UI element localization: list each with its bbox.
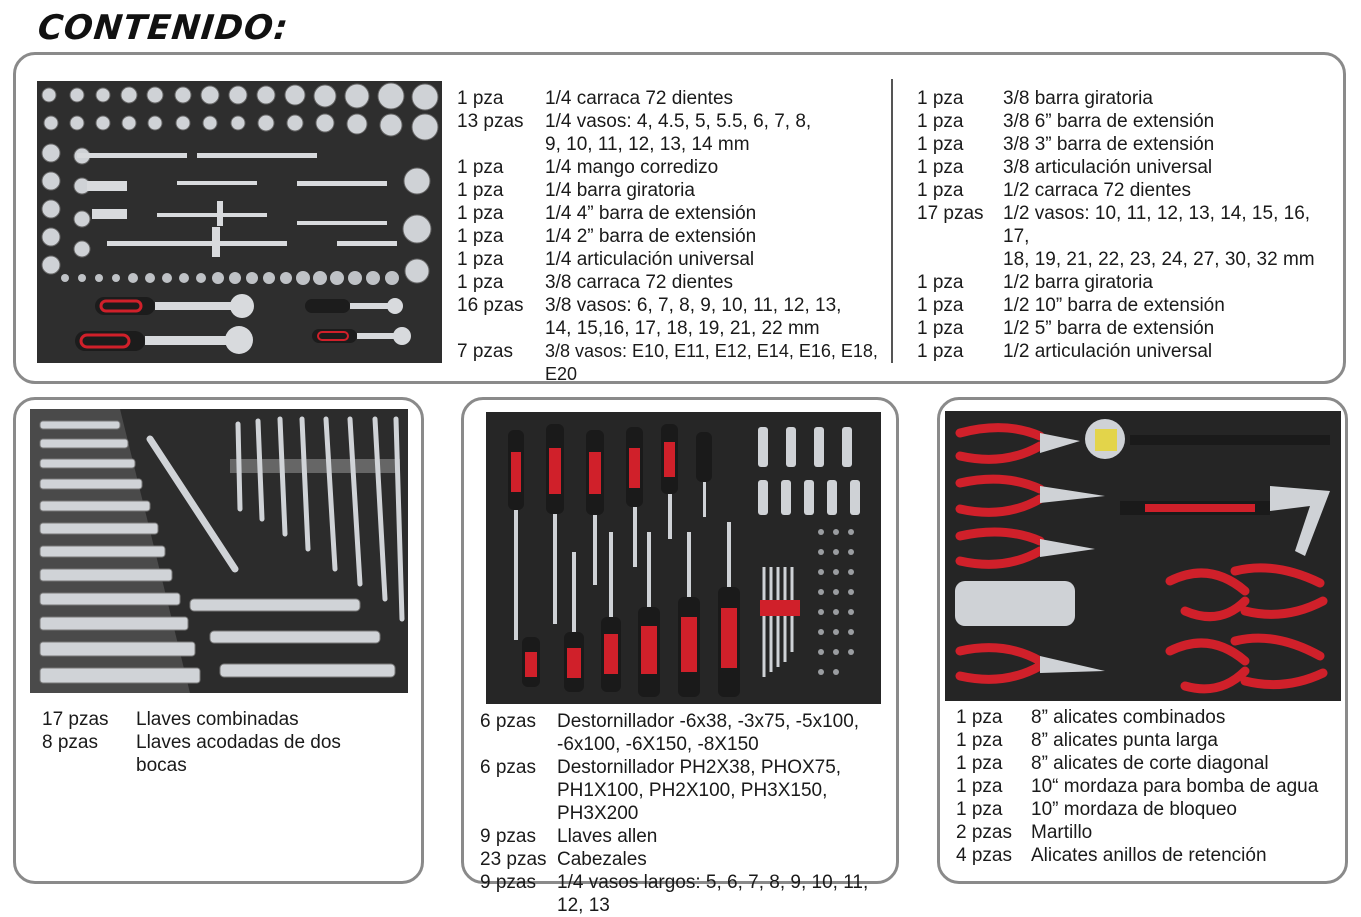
list-item [480,756,890,825]
list-item [42,708,412,731]
wrench-list [42,708,412,777]
item-desc: 3/8 carraca 72 dientes [545,272,734,293]
item-qty: 2 pzas [956,822,1012,843]
list-item [457,87,887,110]
item-qty: 1 pza [917,295,964,316]
screwdriver-tray-photo [486,412,881,704]
item-qty: 1 pza [956,753,1003,774]
list-item [457,179,887,202]
list-item [917,133,1337,156]
item-desc: 1/2 vasos: 10, 11, 12, 13, 14, 15, 16, 17, 18, 19, 21, 22, 23, 24, 27, 30, 32 mm [1003,203,1315,270]
item-desc: 1/4 4” barra de extensión [545,203,757,224]
list-item [480,710,890,756]
item-qty: 8 pzas [42,732,98,753]
socket-tray-photo [37,81,442,363]
list-item [457,202,887,225]
item-qty: 9 pzas [480,872,536,893]
item-qty: 1 pza [457,272,504,293]
list-item [457,156,887,179]
list-item [917,202,1337,271]
item-desc: 8” alicates punta larga [1031,730,1218,751]
item-desc: 3/8 barra giratoria [1003,88,1153,109]
item-desc: 10“ mordaza para bomba de agua [1031,776,1319,797]
item-desc: 1/2 10” barra de extensión [1003,295,1225,316]
item-qty: 1 pza [457,226,504,247]
list-item [956,844,1346,867]
screwdriver-list [480,710,890,917]
list-item [956,706,1346,729]
item-qty: 4 pzas [956,845,1012,866]
item-desc: 3/8 vasos: E10, E11, E12, E14, E16, E18, E20 [545,341,878,384]
page-title: CONTENIDO: [35,8,291,48]
item-qty: 1 pza [917,341,964,362]
list-item [917,179,1337,202]
item-qty: 17 pzas [42,709,109,730]
item-desc: 1/4 vasos largos: 5, 6, 7, 8, 9, 10, 11, 12, 13 [557,872,869,916]
list-item [917,110,1337,133]
item-qty: 1 pza [457,180,504,201]
item-desc: 1/2 carraca 72 dientes [1003,180,1192,201]
item-qty: 1 pza [917,134,964,155]
list-item [917,294,1337,317]
item-desc: 1/2 barra giratoria [1003,272,1153,293]
item-desc: 1/4 carraca 72 dientes [545,88,734,109]
item-desc: 3/8 vasos: 6, 7, 8, 9, 10, 11, 12, 13, 14, 15,16, 17, 18, 19, 21, 22 mm [545,295,842,339]
item-qty: 1 pza [917,157,964,178]
list-item [480,848,890,871]
item-desc: Destornillador -6x38, -3x75, -5x100, -6x100, -6X150, -8X150 [557,711,860,755]
list-item [956,798,1346,821]
item-qty: 1 pza [956,730,1003,751]
list-item [956,775,1346,798]
item-desc: 3/8 3” barra de extensión [1003,134,1215,155]
item-qty: 16 pzas [457,295,524,316]
item-qty: 9 pzas [480,826,536,847]
list-item [956,821,1346,844]
item-desc: 1/4 articulación universal [545,249,755,270]
socket-set-panel [13,52,1346,384]
list-item [480,871,890,917]
socket-list-right [917,87,1337,363]
item-qty: 1 pza [917,180,964,201]
item-qty: 7 pzas [457,341,513,362]
item-qty: 1 pza [917,111,964,132]
item-desc: 1/2 articulación universal [1003,341,1213,362]
item-qty: 1 pza [917,272,964,293]
item-desc: 8” alicates de corte diagonal [1031,753,1269,774]
pliers-list [956,706,1346,867]
list-item [457,110,887,156]
list-item [457,225,887,248]
item-qty: 1 pza [917,88,964,109]
list-item [956,752,1346,775]
item-qty: 1 pza [956,776,1003,797]
item-desc: 1/4 2” barra de extensión [545,226,757,247]
item-qty: 1 pza [956,799,1003,820]
screwdriver-panel [461,397,899,916]
item-desc: 10” mordaza de bloqueo [1031,799,1237,820]
item-desc: Martillo [1031,822,1093,843]
item-qty: 1 pza [457,88,504,109]
item-desc: 1/4 vasos: 4, 4.5, 5, 5.5, 6, 7, 8, 9, 10, 11, 12, 13, 14 mm [545,111,812,155]
item-desc: 1/2 5” barra de extensión [1003,318,1215,339]
list-item [457,340,887,386]
item-qty: 1 pza [917,318,964,339]
item-desc: Llaves combinadas [136,709,299,730]
wrench-tray-photo [30,409,408,693]
list-item [42,731,412,777]
item-qty: 1 pza [956,707,1003,728]
list-item [480,825,890,848]
list-item [917,340,1337,363]
pliers-panel [937,397,1348,884]
list-item [457,294,887,340]
socket-list-left [457,87,887,386]
list-item [956,729,1346,752]
list-item [457,248,887,271]
item-desc: Llaves acodadas de dos bocas [136,732,341,776]
item-qty: 1 pza [457,203,504,224]
list-item [917,87,1337,110]
item-qty: 17 pzas [917,203,984,224]
item-desc: Destornillador PH2X38, PHOX75, PH1X100, PH2X100, PH3X150, PH3X200 [557,757,842,824]
item-desc: Cabezales [557,849,647,870]
item-qty: 1 pza [457,157,504,178]
item-desc: Llaves allen [557,826,658,847]
column-divider [891,79,893,363]
item-desc: 1/4 mango corredizo [545,157,719,178]
item-desc: Alicates anillos de retención [1031,845,1267,866]
item-desc: 1/4 barra giratoria [545,180,695,201]
item-qty: 6 pzas [480,757,536,778]
item-desc: 3/8 articulación universal [1003,157,1213,178]
wrench-panel [13,397,424,884]
item-qty: 23 pzas [480,849,547,870]
pliers-tray-photo [945,411,1341,701]
item-desc: 3/8 6” barra de extensión [1003,111,1215,132]
list-item [917,156,1337,179]
list-item [457,271,887,294]
list-item [917,317,1337,340]
item-qty: 13 pzas [457,111,524,132]
item-desc: 8” alicates combinados [1031,707,1226,728]
item-qty: 1 pza [457,249,504,270]
item-qty: 6 pzas [480,711,536,732]
list-item [917,271,1337,294]
